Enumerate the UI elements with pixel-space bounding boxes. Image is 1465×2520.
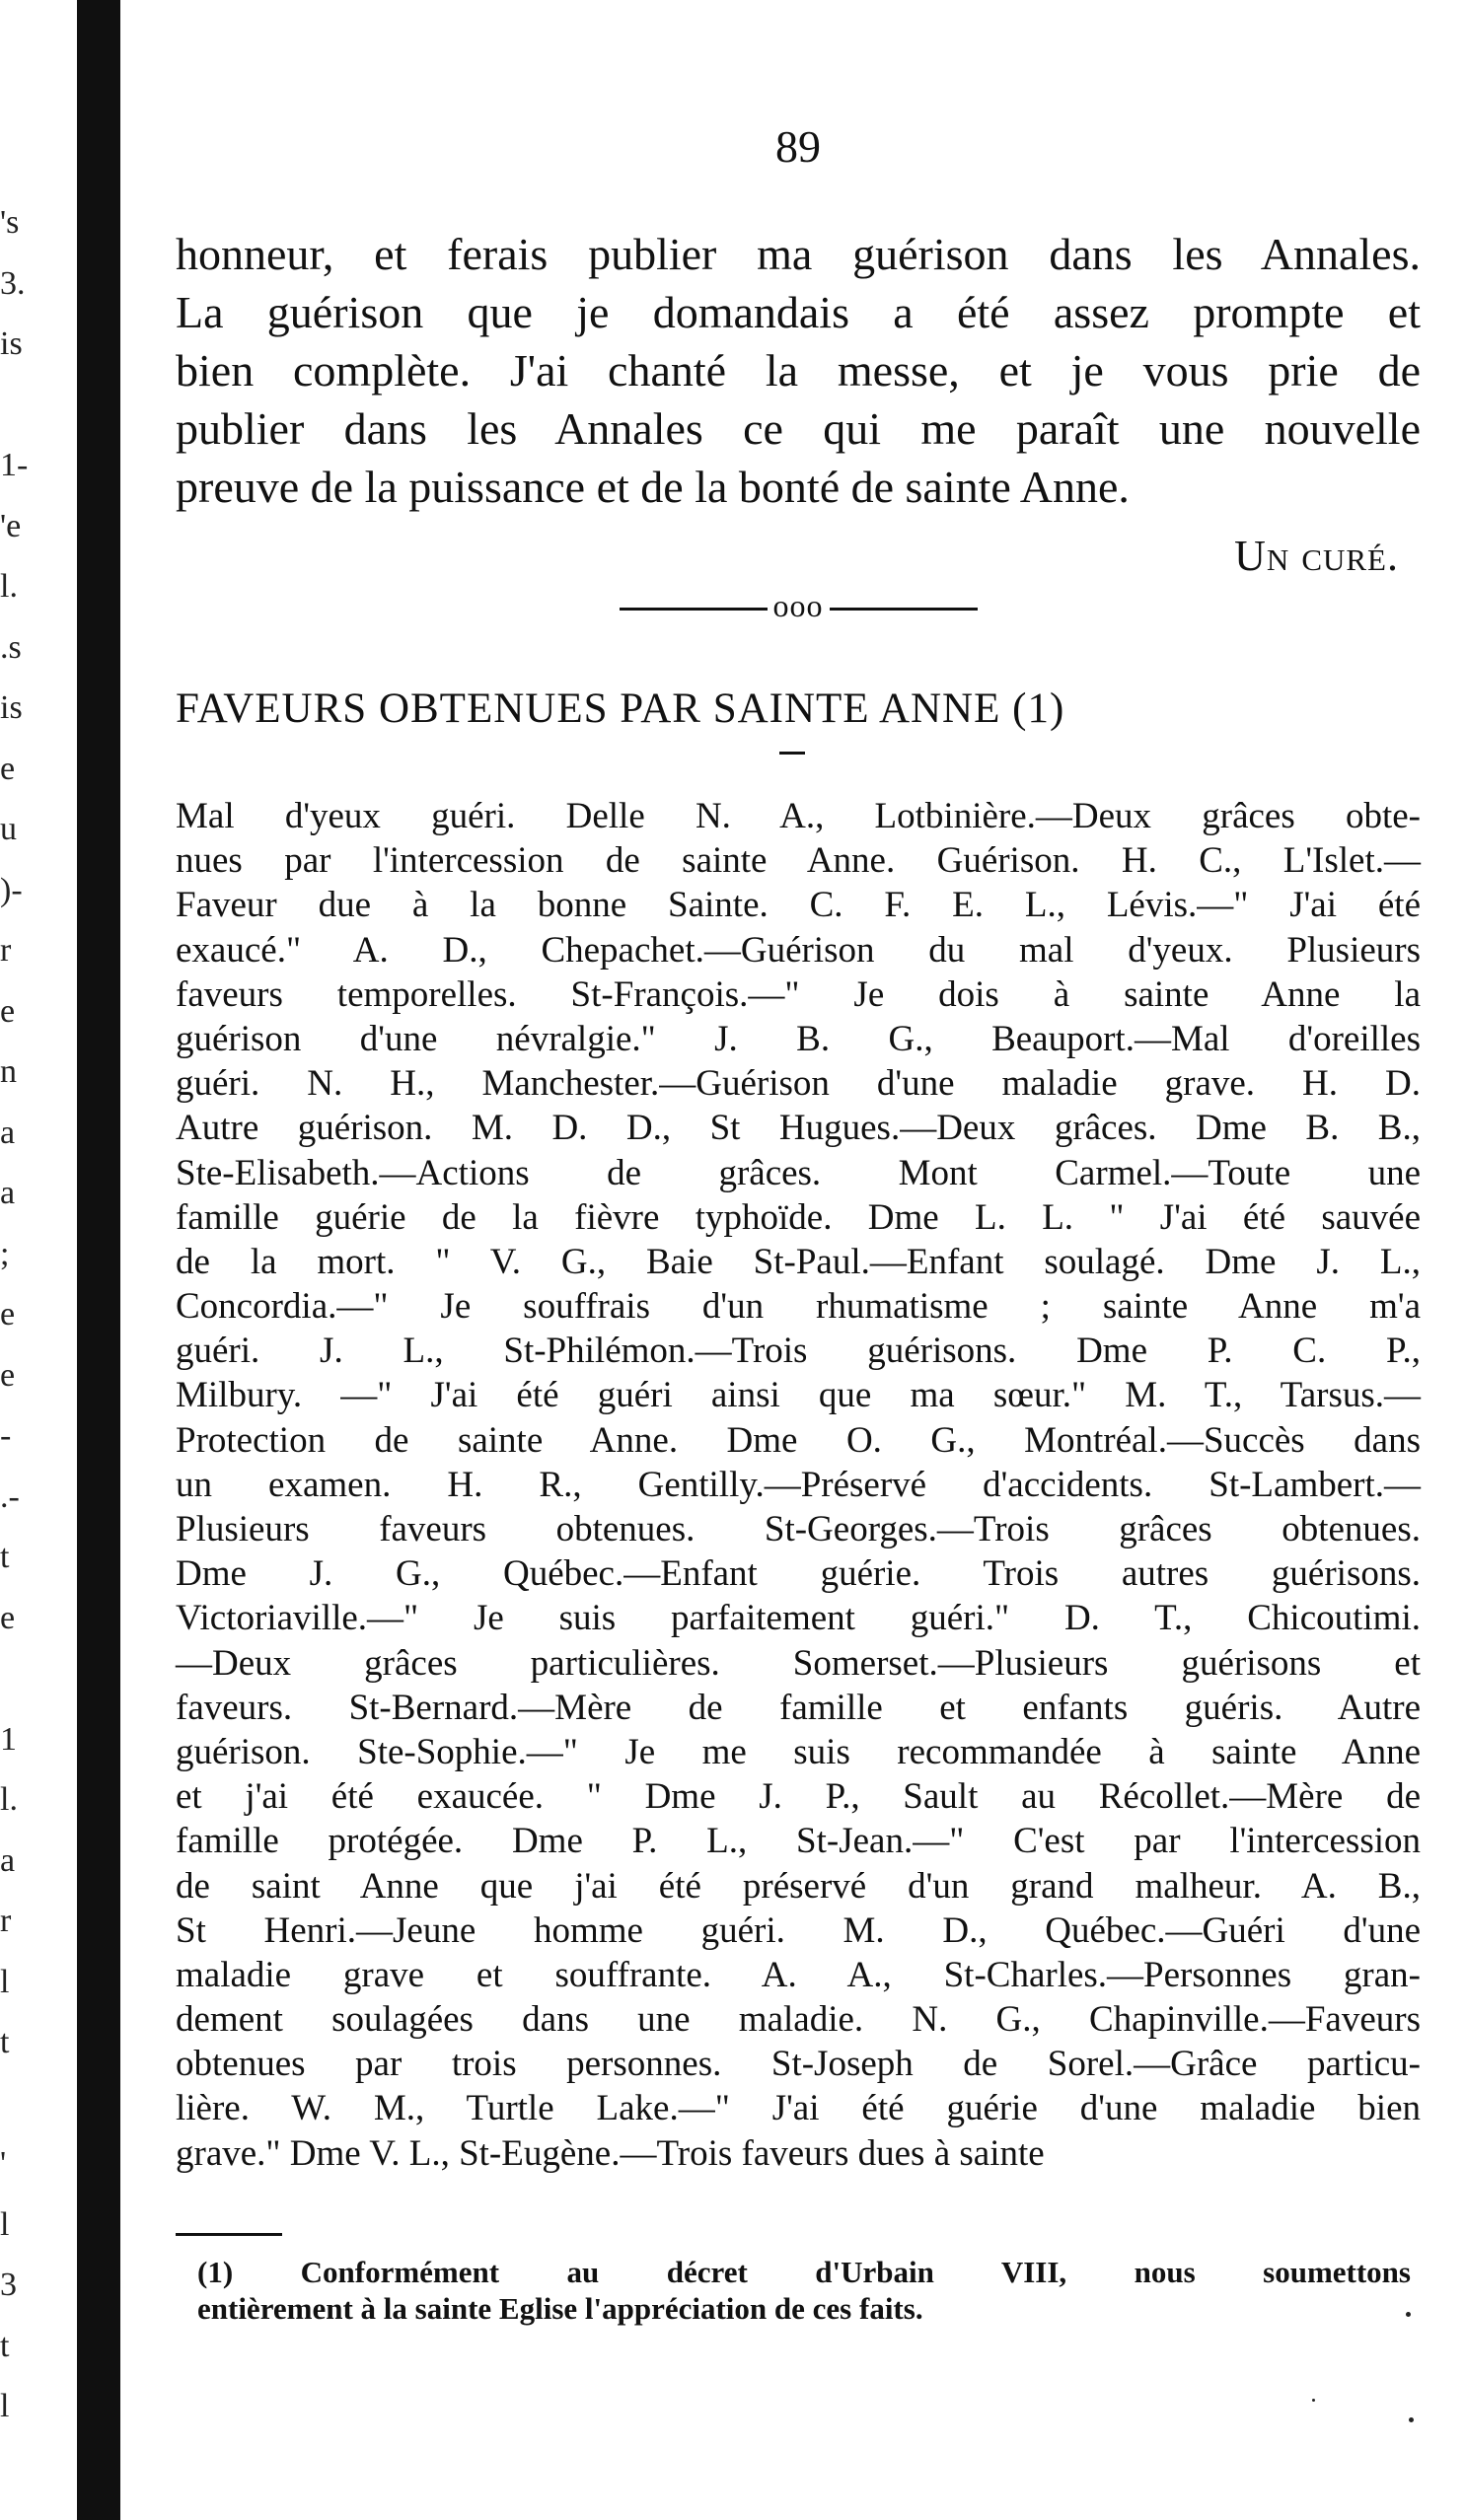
intro-line: publier dans les Annales ce qui me paraît une nouvelle bbox=[176, 403, 1421, 454]
margin-fragment: e bbox=[0, 1356, 16, 1394]
body-line: de saint Anne que j'ai été préservé d'un grand malheur. A. B., bbox=[176, 1865, 1421, 1907]
footnote-rule bbox=[176, 2233, 282, 2236]
margin-fragment: 3 bbox=[0, 2267, 17, 2303]
margin-fragment: e bbox=[0, 992, 16, 1030]
margin-fragment: t bbox=[0, 2024, 10, 2060]
body-line: Mal d'yeux guéri. Delle N. A., Lotbinière.—Deux grâces obte- bbox=[176, 796, 1421, 836]
section-heading: FAVEURS OBTENUES PAR SAINTE ANNE (1) bbox=[176, 685, 1065, 732]
margin-fragment: e bbox=[0, 750, 16, 787]
body-line: de la mort. " V. G., Baie St-Paul.—Enfant soulagé. Dme J. L., bbox=[176, 1241, 1421, 1282]
margin-fragment: 1- bbox=[0, 447, 29, 483]
footnote-line: (1) Conformément au décret d'Urbain VIII, nous soumettons bbox=[197, 2255, 1411, 2289]
intro-line: La guérison que je domandais a été assez prompte et bbox=[176, 287, 1421, 337]
heading-dash bbox=[779, 752, 805, 755]
margin-fragment: l bbox=[0, 2205, 10, 2243]
signature: Un curé. bbox=[1234, 532, 1399, 580]
margin-fragment: a bbox=[0, 1175, 16, 1211]
body-line: faveurs temporelles. St-François.—" Je dois à sainte Anne la bbox=[176, 973, 1421, 1015]
margin-fragment: - bbox=[0, 1417, 12, 1454]
page-number: 89 bbox=[775, 121, 821, 172]
body-line: Milbury. —" J'ai été guéri ainsi que ma sœur." M. T., Tarsus.— bbox=[176, 1375, 1421, 1416]
margin-fragment: ' bbox=[0, 2145, 7, 2182]
intro-line: bien complète. J'ai chanté la messe, et je vous prie de bbox=[176, 345, 1421, 396]
body-line: maladie grave et souffrante. A. A., St-Charles.—Personnes gran- bbox=[176, 1954, 1421, 1995]
body-line: St Henri.—Jeune homme guéri. M. D., Québec.—Guéri d'une bbox=[176, 1909, 1421, 1951]
body-line: guérison d'une névralgie." J. B. G., Beauport.—Mal d'oreilles bbox=[176, 1018, 1421, 1059]
separator-rule-left bbox=[620, 608, 768, 611]
footnote bbox=[197, 2254, 1411, 2327]
body-line: Victoriaville.—" Je suis parfaitement guéri." D. T., Chicoutimi. bbox=[176, 1598, 1421, 1639]
margin-fragment bbox=[0, 375, 43, 436]
body-line: Concordia.—" Je souffrais d'un rhumatisme ; sainte Anne m'a bbox=[176, 1286, 1421, 1328]
margin-fragment: 3. bbox=[0, 264, 26, 302]
margin-fragment: .s bbox=[0, 628, 22, 666]
body-line: Autre guérison. M. D. D., St Hugues.—Deux grâces. Dme B. B., bbox=[176, 1108, 1421, 1149]
margin-fragment: r bbox=[0, 1903, 12, 1939]
body-line: Protection de sainte Anne. Dme O. G., Montréal.—Succès dans bbox=[176, 1419, 1421, 1461]
ink-speck bbox=[1406, 2312, 1411, 2317]
body-line: Plusieurs faveurs obtenues. St-Georges.—Trois grâces obtenues. bbox=[176, 1509, 1421, 1549]
margin-fragment: 's bbox=[0, 204, 20, 241]
body-line: —Deux grâces particulières. Somerset.—Plusieurs guérisons et bbox=[176, 1642, 1421, 1684]
margin-fragment: a bbox=[0, 1114, 16, 1151]
body-line: un examen. H. R., Gentilly.—Préservé d'accidents. St-Lambert.— bbox=[176, 1464, 1421, 1505]
body-line: lière. W. M., Turtle Lake.—" J'ai été guérie d'une maladie bien bbox=[176, 2088, 1421, 2129]
body-line: Dme J. G., Québec.—Enfant guérie. Trois autres guérisons. bbox=[176, 1553, 1421, 1595]
margin-fragment: e bbox=[0, 1296, 16, 1332]
margin-fragment: r bbox=[0, 932, 12, 969]
body-line: nues par l'intercession de sainte Anne. Guérison. H. C., L'Islet.— bbox=[176, 840, 1421, 882]
body-line: obtenues par trois personnes. St-Joseph de Sorel.—Grâce particu- bbox=[176, 2044, 1421, 2085]
margin-fragment: l bbox=[0, 2388, 10, 2424]
separator-mark: ooo bbox=[772, 588, 824, 623]
margin-fragment: l bbox=[0, 1963, 10, 2000]
body-line: guéri. N. H., Manchester.—Guérison d'une maladie grave. H. D. bbox=[176, 1063, 1421, 1105]
separator-rule-right bbox=[830, 608, 978, 611]
margin-fragment: t bbox=[0, 1539, 10, 1575]
margin-fragment: a bbox=[0, 1841, 16, 1879]
margin-fragment: .- bbox=[0, 1477, 20, 1515]
margin-fragment: e bbox=[0, 1599, 16, 1636]
body-line: famille guérie de la fièvre typhoïde. Dme L. L. " J'ai été sauvée bbox=[176, 1196, 1421, 1238]
margin-fragment: l. bbox=[0, 1781, 18, 1818]
margin-fragment: l. bbox=[0, 568, 18, 605]
margin-fragment: 1 bbox=[0, 1720, 17, 1758]
body-line: Faveur due à la bonne Sainte. C. F. E. L., Lévis.—" J'ai été bbox=[176, 885, 1421, 926]
intro-line: honneur, et ferais publier ma guérison dans les Annales. bbox=[176, 229, 1421, 279]
ink-speck bbox=[1409, 2417, 1414, 2422]
intro-line: preuve de la puissance et de la bonté de sainte Anne. bbox=[176, 462, 1130, 512]
favours-list-paragraph bbox=[176, 794, 1421, 2176]
body-line: dement soulagées dans une maladie. N. G., Chapinville.—Faveurs bbox=[176, 1999, 1421, 2041]
body-line: guéri. J. L., St-Philémon.—Trois guérisons. Dme P. C. P., bbox=[176, 1331, 1421, 1372]
body-line: grave." Dme V. L., St-Eugène.—Trois faveurs dues à sainte bbox=[176, 2132, 1045, 2174]
margin-fragment: 'e bbox=[0, 507, 22, 544]
section-separator bbox=[176, 586, 1421, 625]
body-line: famille protégée. Dme P. L., St-Jean.—" C'est par l'intercession bbox=[176, 1821, 1421, 1862]
margin-fragment: is bbox=[0, 689, 23, 726]
margin-fragment: ; bbox=[0, 1235, 10, 1272]
ink-speck bbox=[1312, 2399, 1315, 2402]
book-binding-edge bbox=[77, 0, 120, 2520]
margin-fragment bbox=[0, 2073, 43, 2134]
intro-paragraph bbox=[176, 225, 1421, 516]
margin-fragment: u bbox=[0, 811, 17, 847]
margin-fragment: )- bbox=[0, 871, 23, 908]
margin-fragment: is bbox=[0, 325, 23, 362]
margin-fragment: t bbox=[0, 2327, 10, 2364]
footnote-line: entièrement à la sainte Eglise l'appréciation de ces faits. bbox=[197, 2291, 923, 2326]
margin-fragment bbox=[0, 1648, 43, 1709]
margin-fragment: n bbox=[0, 1053, 17, 1090]
body-line: faveurs. St-Bernard.—Mère de famille et enfants guéris. Autre bbox=[176, 1687, 1421, 1728]
body-line: et j'ai été exaucée. " Dme J. P., Sault au Récollet.—Mère de bbox=[176, 1776, 1421, 1818]
body-line: Ste-Elisabeth.—Actions de grâces. Mont Carmel.—Toute une bbox=[176, 1152, 1421, 1193]
body-line: guérison. Ste-Sophie.—" Je me suis recommandée à sainte Anne bbox=[176, 1731, 1421, 1772]
adjacent-page-margin bbox=[0, 192, 43, 2437]
body-line: exaucé." A. D., Chepachet.—Guérison du mal d'yeux. Plusieurs bbox=[176, 929, 1421, 971]
